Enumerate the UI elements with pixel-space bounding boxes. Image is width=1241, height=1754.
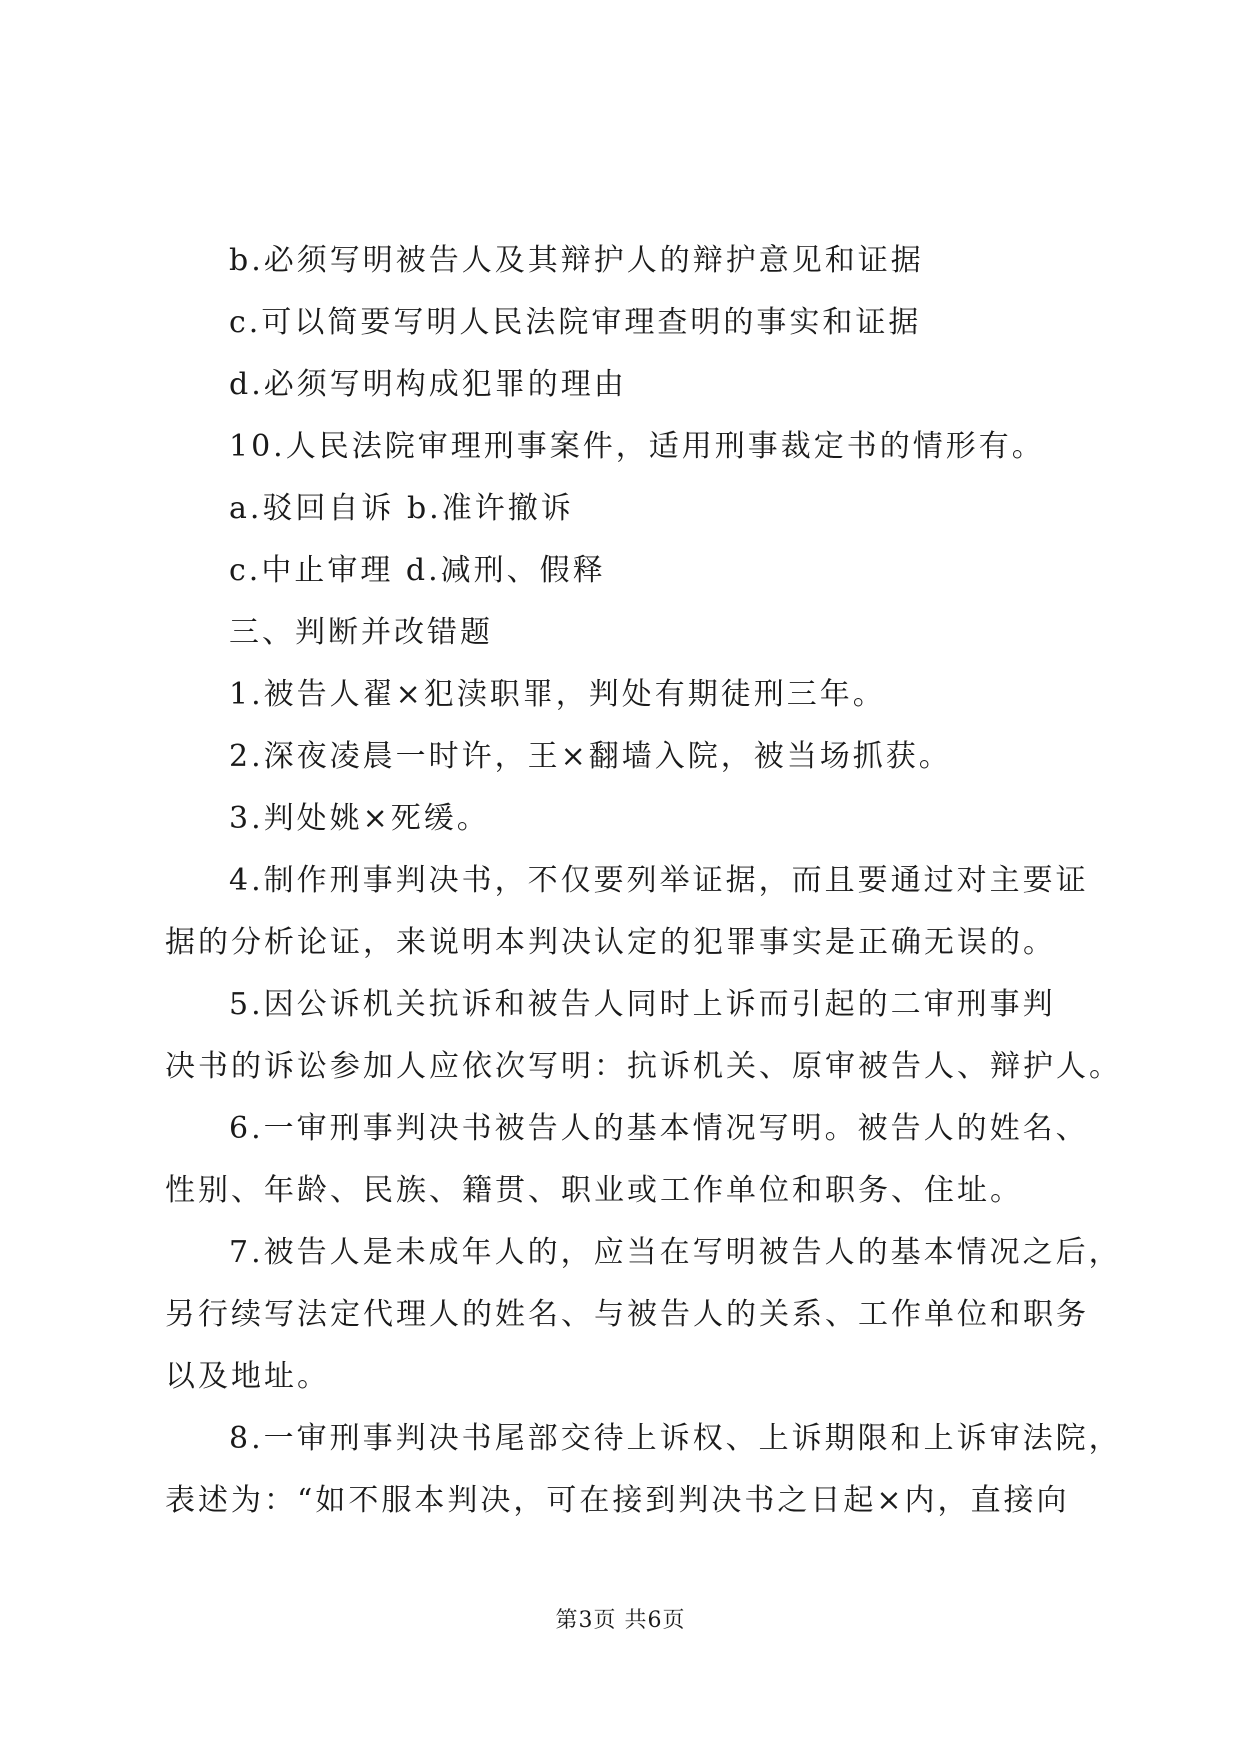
q10-options-cd-line: c.中止审理 d.减刑、假释: [229, 553, 606, 588]
item-4-line: 4.制作刑事判决书，不仅要列举证据，而且要通过对主要证: [229, 863, 1089, 898]
option-d-line: d.必须写明构成犯罪的理由: [229, 367, 627, 402]
page-footer: 第3页 共6页: [555, 1608, 686, 1633]
q10-options-ab-line: a.驳回自诉 b.准许撤诉: [229, 491, 574, 526]
item-2-line: 2.深夜凌晨一时许，王×翻墙入院，被当场抓获。: [229, 739, 952, 774]
document-body: [165, 230, 1122, 1532]
item-6-line: 6.一审刑事判决书被告人的基本情况写明。被告人的姓名、: [229, 1111, 1089, 1146]
item-8-line: 8.一审刑事判决书尾部交待上诉权、上诉期限和上诉审法院，: [229, 1421, 1122, 1456]
question-10-line: 10.人民法院审理刑事案件，适用刑事裁定书的情形有。: [229, 429, 1045, 464]
section-heading: 三、判断并改错题: [229, 615, 493, 650]
item-5-continuation: 决书的诉讼参加人应依次写明：抗诉机关、原审被告人、辩护人。: [165, 1049, 1122, 1084]
item-5-line: 5.因公诉机关抗诉和被告人同时上诉而引起的二审刑事判: [229, 987, 1056, 1022]
item-6-continuation: 性别、年龄、民族、籍贯、职业或工作单位和职务、住址。: [165, 1173, 1023, 1208]
item-7-continuation-2: 以及地址。: [165, 1359, 330, 1394]
item-7-continuation: 另行续写法定代理人的姓名、与被告人的关系、工作单位和职务: [165, 1297, 1089, 1332]
item-7-line: 7.被告人是未成年人的，应当在写明被告人的基本情况之后，: [229, 1235, 1122, 1270]
item-3-line: 3.判处姚×死缓。: [229, 801, 490, 836]
option-b-line: b.必须写明被告人及其辩护人的辩护意见和证据: [229, 243, 924, 278]
item-4-continuation: 据的分析论证，来说明本判决认定的犯罪事实是正确无误的。: [165, 925, 1056, 960]
item-8-continuation: 表述为：“如不服本判决，可在接到判决书之日起×内，直接向: [165, 1483, 1070, 1518]
item-1-line: 1.被告人翟×犯渎职罪，判处有期徒刑三年。: [229, 677, 886, 712]
option-c-line: c.可以简要写明人民法院审理查明的事实和证据: [229, 305, 922, 340]
